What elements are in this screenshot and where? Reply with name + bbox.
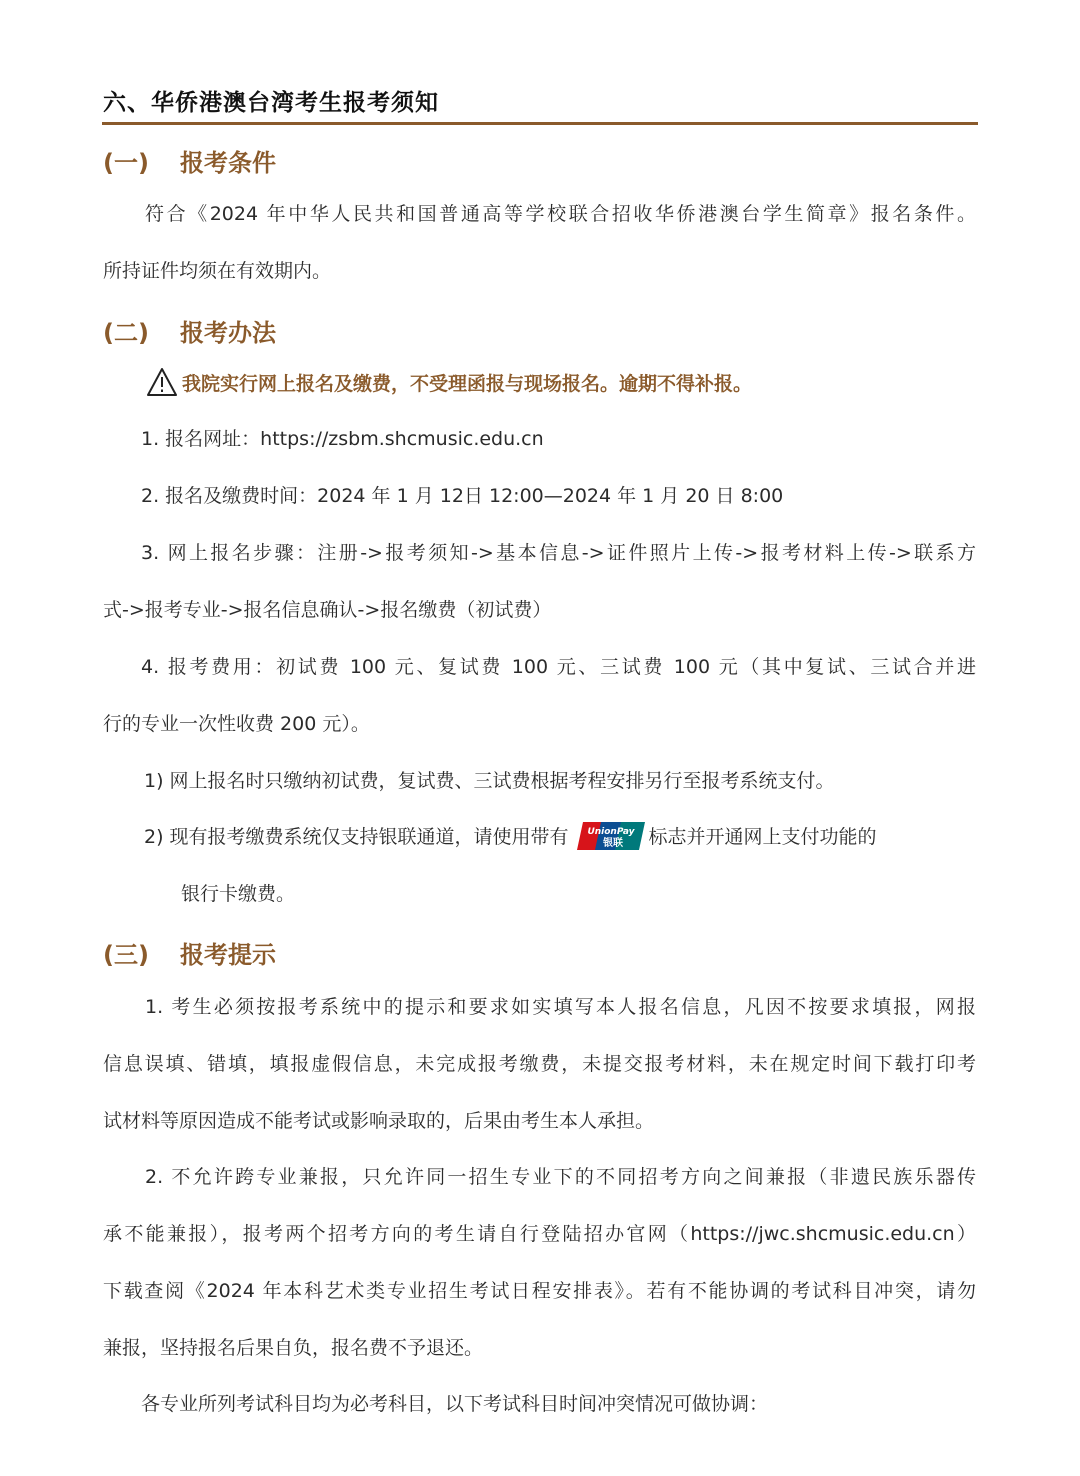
paragraph-line: 试材料等原因造成不能考试或影响录取的，后果由考生本人承担。 (103, 1110, 655, 1132)
title-divider (102, 122, 978, 125)
section-number: (一) (103, 149, 149, 177)
section-number: (三) (103, 941, 149, 969)
paragraph-line: 兼报，坚持报名后果自负，报名费不予退还。 (103, 1337, 484, 1359)
section-number: (二) (103, 319, 149, 347)
paragraph-line: 下载查阅《2024 年本科艺术类专业招生考试日程安排表》。若有不能协调的考试科目冲突，请勿 (103, 1280, 976, 1302)
paragraph-line: 2. 不允许跨专业兼报，只允许同一招生专业下的不同招考方向之间兼报（非遗民族乐器传 (145, 1166, 976, 1188)
paragraph-line: 信息误填、错填，填报虚假信息，未完成报考缴费，未提交报考材料，未在规定时间下载打印考 (103, 1053, 976, 1075)
svg-text:银联: 银联 (602, 837, 623, 849)
sub-list-text: 2) 现有报考缴费系统仅支持银联通道，请使用带有 (144, 826, 569, 848)
section-heading-tips (103, 935, 276, 970)
paragraph-line: 所持证件均须在有效期内。 (103, 260, 332, 282)
section-heading-method (103, 313, 276, 348)
warning-triangle-icon (146, 367, 178, 397)
paragraph-line: 各专业所列考试科目均为必考科目，以下考试科目时间冲突情况可做协调： (141, 1393, 769, 1415)
paragraph-line: 承不能兼报），报考两个招考方向的考生请自行登陆招办官网（https://jwc.shcmusic.edu.cn） (103, 1223, 976, 1245)
list-item-continuation: 式->报考专业->报名信息确认->报名缴费（初试费） (103, 599, 552, 621)
list-item: 1. 报名网址：https://zsbm.shcmusic.edu.cn (141, 428, 544, 450)
section-label: 报考提示 (180, 941, 276, 969)
sub-list-item: 1) 网上报名时只缴纳初试费，复试费、三试费根据考程安排另行至报考系统支付。 (144, 770, 835, 792)
list-item: 4. 报考费用：初试费 100 元、复试费 100 元、三试费 100 元（其中复试、三试合并进 (141, 656, 976, 678)
paragraph-line: 符合《2024 年中华人民共和国普通高等学校联合招收华侨港澳台学生简章》报名条件。 (145, 203, 976, 225)
section-label: 报考条件 (180, 149, 276, 177)
page-title: 六、华侨港澳台湾考生报考须知 (103, 90, 439, 116)
section-heading-conditions (103, 143, 276, 178)
warning-notice (146, 367, 752, 397)
list-item: 3. 网上报名步骤：注册->报考须知->基本信息->证件照片上传->报考材料上传->联系方 (141, 542, 976, 564)
sub-list-text: 标志并开通网上支付功能的 (648, 826, 877, 848)
warning-text: 我院实行网上报名及缴费，不受理函报与现场报名。逾期不得补报。 (182, 372, 753, 395)
unionpay-logo (577, 822, 645, 850)
sub-list-continuation: 银行卡缴费。 (181, 883, 296, 905)
paragraph-line: 1. 考生必须按报考系统中的提示和要求如实填写本人报名信息，凡因不按要求填报，网报 (145, 996, 976, 1018)
list-item-continuation: 行的专业一次性收费 200 元）。 (103, 713, 370, 735)
section-label: 报考办法 (180, 319, 276, 347)
sub-list-item (144, 823, 877, 851)
list-item: 2. 报名及缴费时间：2024 年 1 月 12日 12:00—2024 年 1 月 20 日 8:00 (141, 485, 784, 507)
svg-text:UnionPay: UnionPay (587, 826, 635, 837)
